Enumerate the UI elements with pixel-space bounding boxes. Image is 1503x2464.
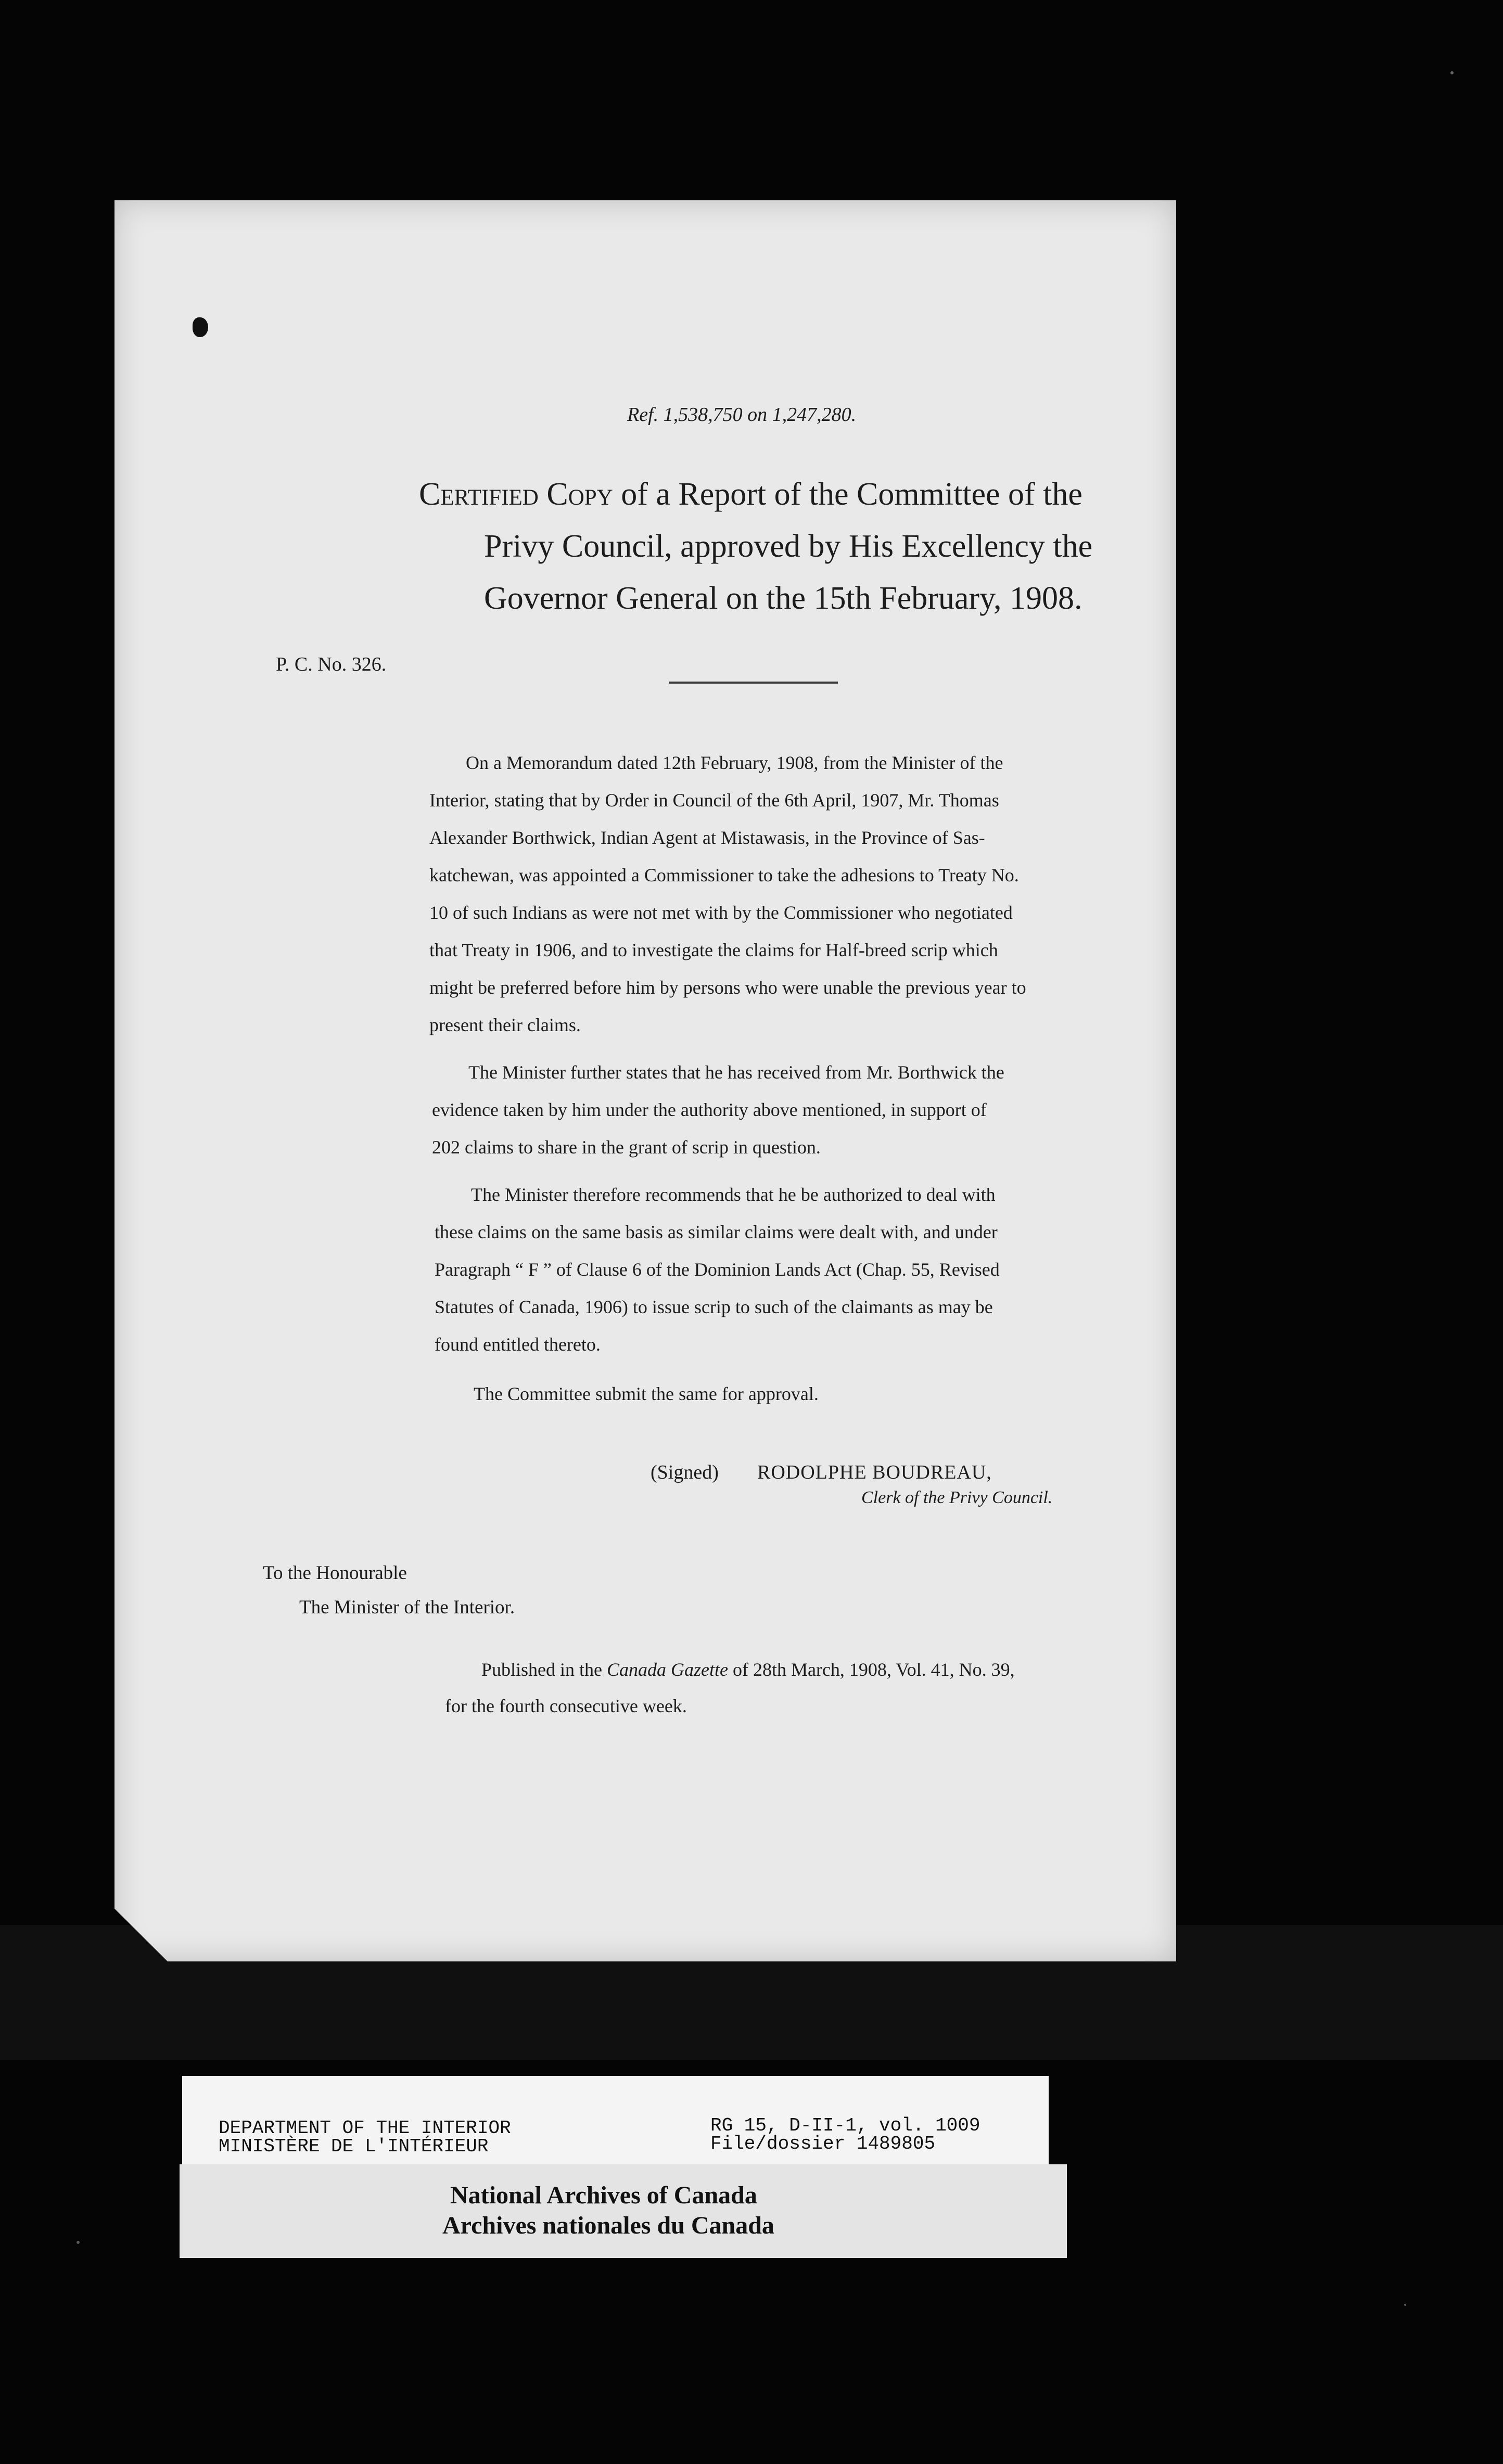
paragraph-3-line: The Minister therefore recommends that he be authorized to deal with — [471, 1184, 996, 1205]
archives-stamp — [180, 2164, 1067, 2258]
paragraph-1-line: present their claims. — [429, 1015, 581, 1035]
paragraph-4: The Committee submit the same for approval. — [474, 1383, 819, 1404]
heading-rule — [669, 682, 838, 684]
heading-line-3: Governor General on the 15th February, 1908. — [484, 581, 1082, 616]
department-fr: MINISTÈRE DE L'INTÉRIEUR — [219, 2136, 489, 2157]
file-number: File/dossier 1489805 — [710, 2133, 936, 2154]
paragraph-3-line: Paragraph “ F ” of Clause 6 of the Dominion Lands Act (Chap. 55, Revised — [435, 1259, 1000, 1280]
publication-line-1: Published in the Canada Gazette of 28th March, 1908, Vol. 41, No. 39, — [481, 1659, 1015, 1680]
paragraph-1-line: Alexander Borthwick, Indian Agent at Mistawasis, in the Province of Sas- — [429, 827, 985, 848]
heading-line-1 — [419, 476, 1082, 513]
paragraph-3-line: these claims on the same basis as similar claims were dealt with, and under — [435, 1222, 998, 1242]
addressee-line-1: To the Honourable — [263, 1562, 407, 1584]
paragraph-2-line: evidence taken by him under the authority above mentioned, in support of — [432, 1099, 987, 1120]
archive-file-label — [182, 2076, 1049, 2170]
publication-line-2: for the fourth consecutive week. — [445, 1696, 687, 1716]
heading-smallcaps: Certified Copy — [419, 477, 613, 512]
addressee-line-2: The Minister of the Interior. — [299, 1597, 515, 1618]
signed-label: (Signed) — [651, 1461, 719, 1483]
pc-number: P. C. No. 326. — [276, 653, 387, 675]
hole-punch-mark — [193, 317, 208, 337]
reference-number: Ref. 1,538,750 on 1,247,280. — [627, 404, 857, 426]
paragraph-1-line: 10 of such Indians as were not met with by the Commissioner who negotiated — [429, 902, 1013, 923]
paragraph-1-line: On a Memorandum dated 12th February, 1908, from the Minister of the — [466, 752, 1003, 773]
paragraph-1-line: katchewan, was appointed a Commissioner to take the adhesions to Treaty No. — [429, 865, 1019, 886]
signatory-title: Clerk of the Privy Council. — [861, 1488, 1053, 1507]
signatory-name: RODOLPHE BOUDREAU, — [757, 1461, 992, 1483]
heading-line-1-rest: of a Report of the Committee of the — [613, 477, 1082, 512]
department-en: DEPARTMENT OF THE INTERIOR — [219, 2118, 511, 2139]
heading-line-2: Privy Council, approved by His Excellency the — [484, 529, 1093, 564]
paragraph-3-line: found entitled thereto. — [435, 1334, 601, 1355]
paragraph-2-line: 202 claims to share in the grant of scrip in question. — [432, 1137, 821, 1158]
paragraph-1-line: that Treaty in 1906, and to investigate the claims for Half-breed scrip which — [429, 940, 998, 960]
paragraph-1-line: Interior, stating that by Order in Council of the 6th April, 1907, Mr. Thomas — [429, 790, 999, 811]
paragraph-2-line: The Minister further states that he has received from Mr. Borthwick the — [468, 1062, 1004, 1083]
paragraph-3-line: Statutes of Canada, 1906) to issue scrip to such of the claimants as may be — [435, 1297, 993, 1317]
gazette-name: Canada Gazette — [607, 1659, 728, 1680]
archives-name-fr: Archives nationales du Canada — [442, 2212, 774, 2239]
archives-name-en: National Archives of Canada — [450, 2181, 757, 2209]
record-group: RG 15, D-II-1, vol. 1009 — [710, 2115, 980, 2136]
paragraph-1-line: might be preferred before him by persons who were unable the previous year to — [429, 977, 1026, 998]
